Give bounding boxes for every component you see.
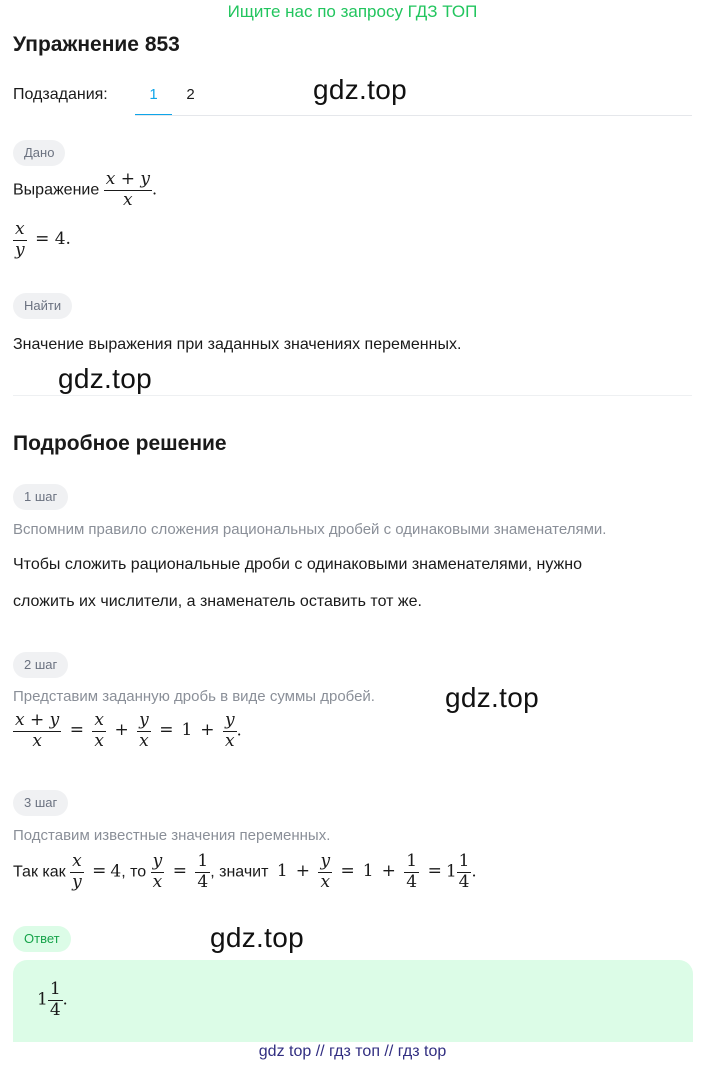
given-expression: Выражение $\frac{x + y}{x}$ . (13, 169, 158, 210)
step-3-badge: 3 шаг (13, 790, 68, 816)
step-2-badge: 2 шаг (13, 652, 68, 678)
formula-fraction: $\frac{y}{x}$ (139, 710, 149, 751)
given-expression-label: Выражение (13, 181, 100, 199)
step-1-line-2: сложить их числители, а знаменатель оставить тот же. (13, 593, 422, 610)
step-3-prefix: Так как (13, 863, 66, 881)
solution-title: Подробное решение (13, 432, 227, 455)
step-3-hint: Подставим известные значения переменных. (13, 827, 331, 844)
find-text: Значение выражения при заданных значениях переменных. (13, 336, 462, 353)
step-1-hint: Вспомним правило сложения рациональных дробей с одинаковыми знаменателями. (13, 521, 607, 538)
formula-fraction: $\frac{y}{x}$ (225, 710, 235, 751)
answer-fraction: $\frac{1}{4}$ (49, 979, 61, 1020)
formula-fraction: $\frac{1}{4}$ (406, 851, 418, 892)
given-ratio-fraction: $\frac{x}{y}$ (15, 219, 25, 260)
step-1-badge: 1 шаг (13, 484, 68, 510)
formula-fraction: $\frac{1}{4}$ (197, 851, 209, 892)
formula-fraction: $\frac{1}{4}$ (458, 851, 470, 892)
find-badge: Найти (13, 293, 72, 319)
subtask-tab-2[interactable]: 2 (186, 86, 195, 103)
subtask-tab-1[interactable]: 1 (135, 74, 172, 116)
watermark: gdz.top (313, 74, 407, 105)
step-3-formula: Так как $\frac{x}{y}$ = 4, то $\frac{y}{x}$ = $\frac{1}{4}$ , значит 1 + $\frac{y}{x}$ = 1 + $\frac{1}{4}$ = 1 $\frac{1}{4}$ . (13, 851, 477, 892)
formula-fraction: $\frac{x}{x}$ (94, 710, 104, 751)
formula-fraction: $\frac{y}{x}$ (320, 851, 331, 892)
exercise-title: Упражнение 853 (13, 33, 180, 56)
answer-value: 1 $\frac{1}{4}$ . (37, 979, 68, 1020)
footer-links[interactable]: gdz top // гдз топ // гдз top (258, 1043, 447, 1060)
section-divider (13, 395, 692, 396)
given-ratio: $\frac{x}{y}$ = 4. (15, 219, 71, 260)
answer-badge: Ответ (13, 926, 71, 952)
watermark: gdz.top (210, 922, 304, 953)
step-3-means: , значит (210, 863, 269, 881)
step-2-formula: $\frac{x + y}{x}$ = $\frac{x}{x}$ + $\frac{y}{x}$ = 1 + $\frac{y}{x}$ . (15, 710, 242, 751)
given-badge: Дано (13, 140, 65, 166)
step-3-then: , то (121, 863, 147, 881)
formula-fraction: $\frac{x + y}{x}$ (15, 710, 60, 751)
formula-fraction: $\frac{x}{y}$ (72, 851, 82, 892)
watermark: gdz.top (58, 363, 152, 394)
search-banner: Ищите нас по запросу ГДЗ ТОП (227, 2, 478, 21)
tabs-underline (135, 115, 692, 116)
step-1-line-1: Чтобы сложить рациональные дроби с одинаковыми знаменателями, нужно (13, 556, 582, 573)
answer-box (13, 960, 693, 1042)
step-2-hint: Представим заданную дробь в виде суммы дробей. (13, 688, 375, 705)
subtask-tabs (135, 74, 209, 116)
watermark: gdz.top (445, 682, 539, 713)
subtasks-label: Подзадания: (13, 86, 108, 103)
formula-fraction: $\frac{y}{x}$ (152, 851, 163, 892)
given-expression-fraction: $\frac{x + y}{x}$ (105, 169, 150, 210)
